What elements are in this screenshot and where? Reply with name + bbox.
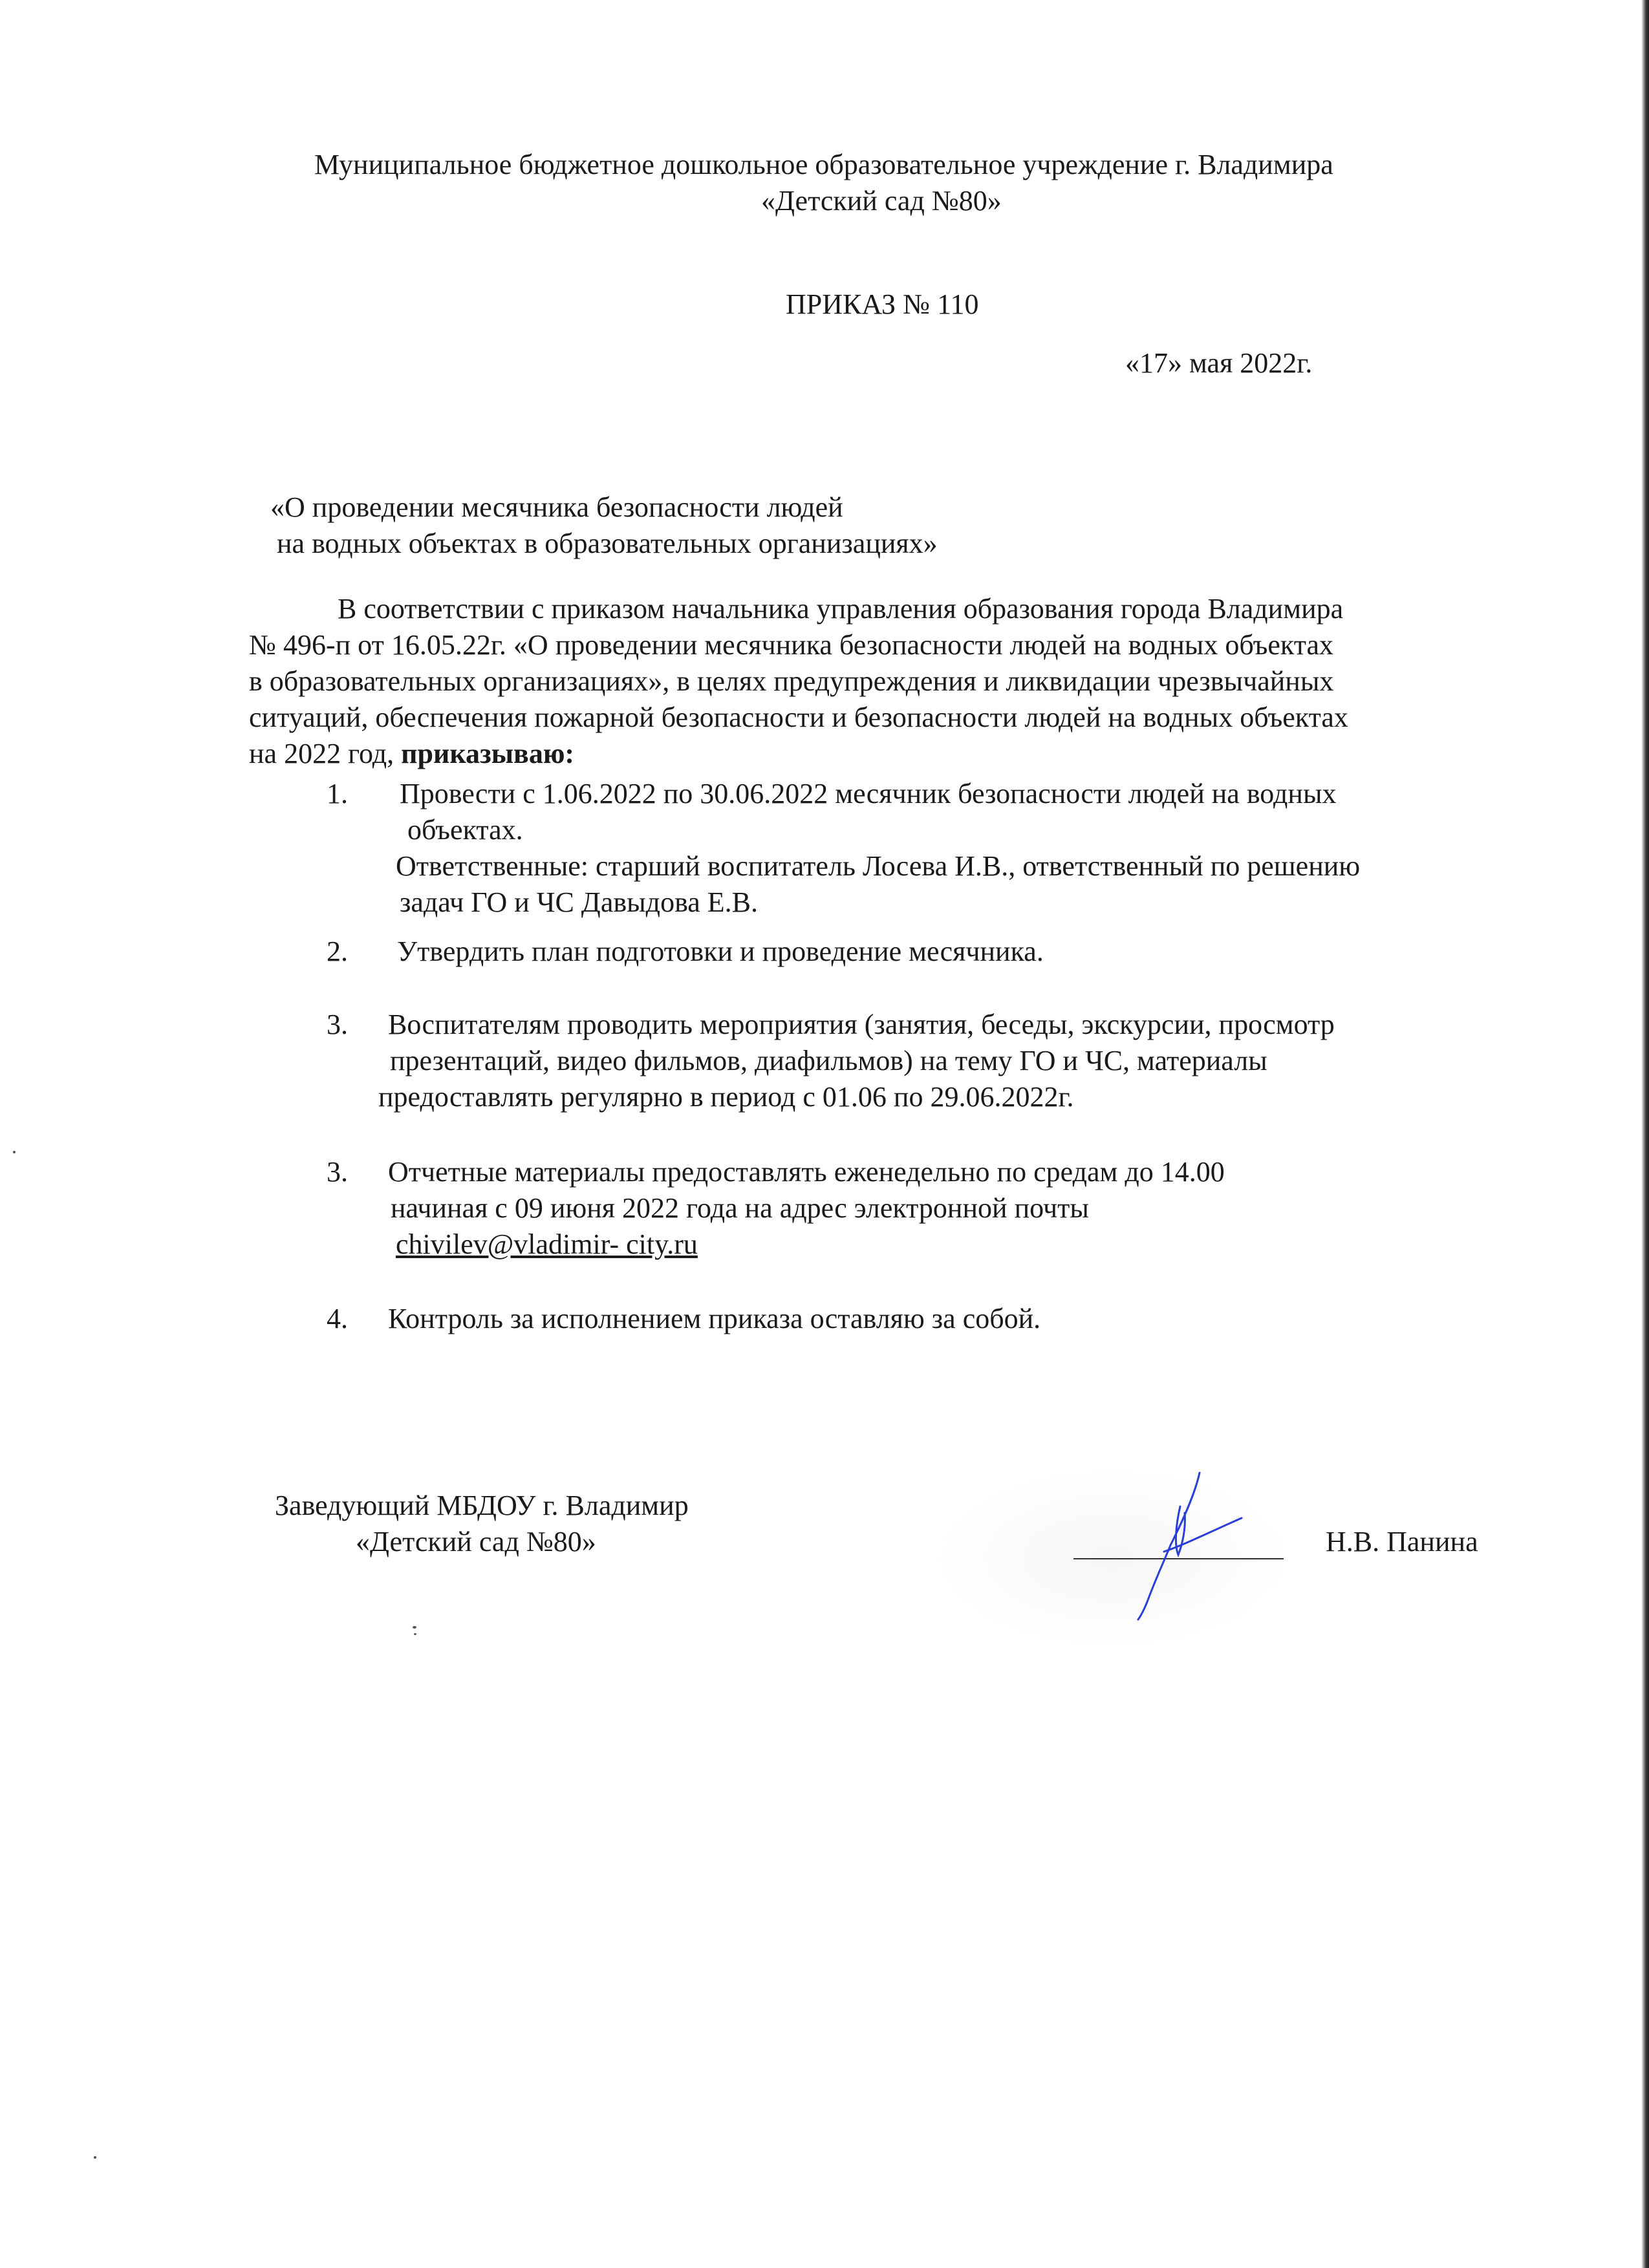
item-1-line-4: задач ГО и ЧС Давыдова Е.В.: [400, 886, 759, 918]
item-3-line-1: Воспитателям проводить мероприятия (занятия, беседы, экскурсии, просмотр: [388, 1009, 1335, 1040]
email-link[interactable]: chivilev@vladimir- city.ru: [396, 1228, 698, 1260]
item-number: 3.: [327, 1156, 348, 1188]
signatory-name: Н.В. Панина: [1326, 1526, 1478, 1557]
item-5-line-1: Контроль за исполнением приказа оставляю за собой.: [388, 1303, 1041, 1334]
item-number: 2.: [327, 936, 348, 967]
preamble-line-4: ситуаций, обеспечения пожарной безопасности и безопасности людей на водных объектах: [249, 701, 1348, 733]
item-1-line-1: Провести с 1.06.2022 по 30.06.2022 месячник безопасности людей на водных: [400, 778, 1337, 809]
item-number: 3.: [327, 1009, 348, 1040]
handwritten-signature: [1119, 1468, 1261, 1623]
preamble-line-3: в образовательных организациях», в целях предупреждения и ликвидации чрезвычайных: [249, 665, 1334, 697]
item-4-line-1: Отчетные материалы предоставлять еженедельно по средам до 14.00: [388, 1156, 1225, 1188]
preamble-text: на 2022 год,: [249, 738, 402, 769]
signatory-position: Заведующий МБДОУ г. Владимир: [275, 1490, 689, 1521]
item-1-line-3: Ответственные: старший воспитатель Лосева И.В., ответственный по решению: [396, 850, 1361, 882]
scan-speck: [414, 1633, 416, 1635]
preamble-line-5: [249, 735, 574, 773]
signatory-organization: «Детский сад №80»: [356, 1526, 596, 1557]
subject-line-2: на водных объектах в образовательных организациях»: [277, 528, 938, 559]
scan-edge: [1641, 0, 1649, 2268]
item-2-line-1: Утвердить план подготовки и проведение месячника.: [397, 936, 1044, 967]
preamble-line-2: № 496-п от 16.05.22г. «О проведении месячника безопасности людей на водных объектах: [249, 629, 1334, 661]
order-date: «17» мая 2022г.: [1125, 347, 1313, 379]
item-number: 1.: [327, 778, 348, 809]
scan-speck: [94, 2156, 96, 2159]
item-3-line-2: презентаций, видео фильмов, диафильмов) на тему ГО и ЧС, материалы: [390, 1045, 1267, 1076]
organization-subname: «Детский сад №80»: [761, 185, 1002, 217]
subject-line-1: «О проведении месячника безопасности людей: [270, 491, 843, 523]
order-title: ПРИКАЗ № 110: [786, 288, 979, 320]
item-3-line-3: предоставлять регулярно в период с 01.06 по 29.06.2022г.: [378, 1081, 1074, 1113]
item-4-line-2: начиная с 09 июня 2022 года на адрес электронной почты: [391, 1192, 1089, 1224]
scan-speck: [13, 1151, 16, 1153]
item-1-line-2: объектах.: [407, 814, 523, 846]
item-number: 4.: [327, 1303, 348, 1334]
scan-speck: [413, 1626, 416, 1629]
preamble-line-1: В соответствии с приказом начальника управления образования города Владимира: [338, 593, 1344, 625]
organization-name: Муниципальное бюджетное дошкольное образовательное учреждение г. Владимира: [314, 149, 1333, 180]
order-verb: приказываю:: [401, 738, 575, 769]
